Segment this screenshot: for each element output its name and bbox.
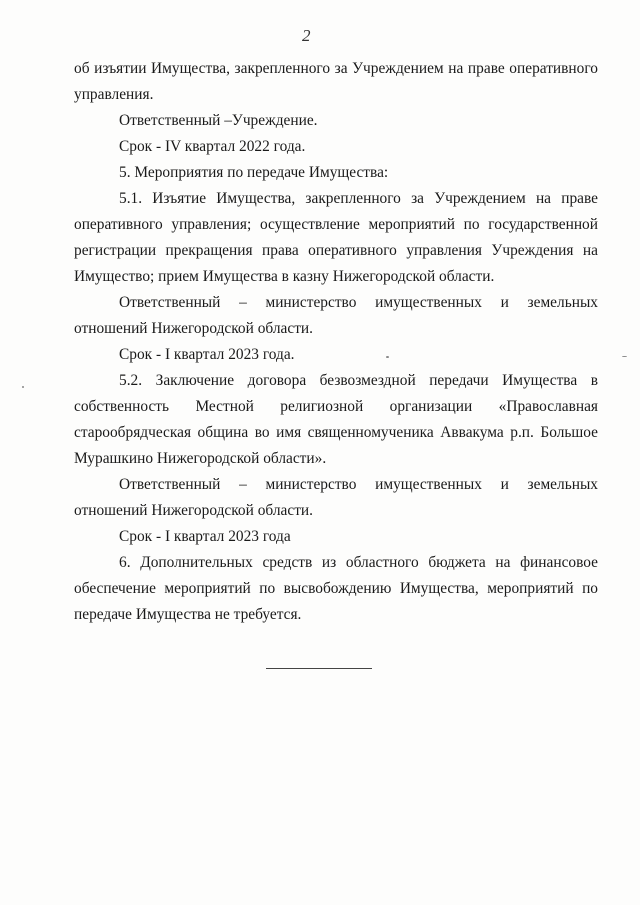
scan-speck [22,386,24,388]
closing-divider [266,668,372,669]
paragraph-continuation: об изъятии Имущества, закрепленного за Учреждением на праве оперативного управления. [74,60,598,103]
scan-speck [622,356,627,357]
document-body [74,56,598,628]
paragraph-responsible: Ответственный –Учреждение. [119,112,318,129]
paragraph-item: 6. Дополнительных средств из областного бюджета на финансовое обеспечение мероприятий по высвобождению Имущества, мероприятий по передаче Имущества не требуется. [74,554,598,623]
scan-speck [386,356,389,358]
paragraph-responsible: Ответственный – министерство имущественных и земельных отношений Нижегородской области. [74,476,598,519]
paragraph-deadline: Срок - I квартал 2023 года [119,528,291,545]
paragraph-responsible: Ответственный – министерство имущественных и земельных отношений Нижегородской области. [74,294,598,337]
page-number: 2 [302,26,311,45]
paragraph-deadline: Срок - I квартал 2023 года. [119,346,295,363]
section-heading: 5. Мероприятия по передаче Имущества: [119,164,389,181]
paragraph-deadline: Срок - IV квартал 2022 года. [119,138,306,155]
paragraph-item: 5.2. Заключение договора безвозмездной передачи Имущества в собственность Местной религиозной организации «Православная старообрядческая община во имя священномученика Аввакума р.п. Большое Мурашкино Нижегородской области». [74,372,598,467]
paragraph-item: 5.1. Изъятие Имущества, закрепленного за Учреждением на праве оперативного управления; осуществление мероприятий по государственной регистрации прекращения права оперативного управления Учреждения на Имущество; прием Имущества в казну Нижегородской области. [74,190,598,285]
